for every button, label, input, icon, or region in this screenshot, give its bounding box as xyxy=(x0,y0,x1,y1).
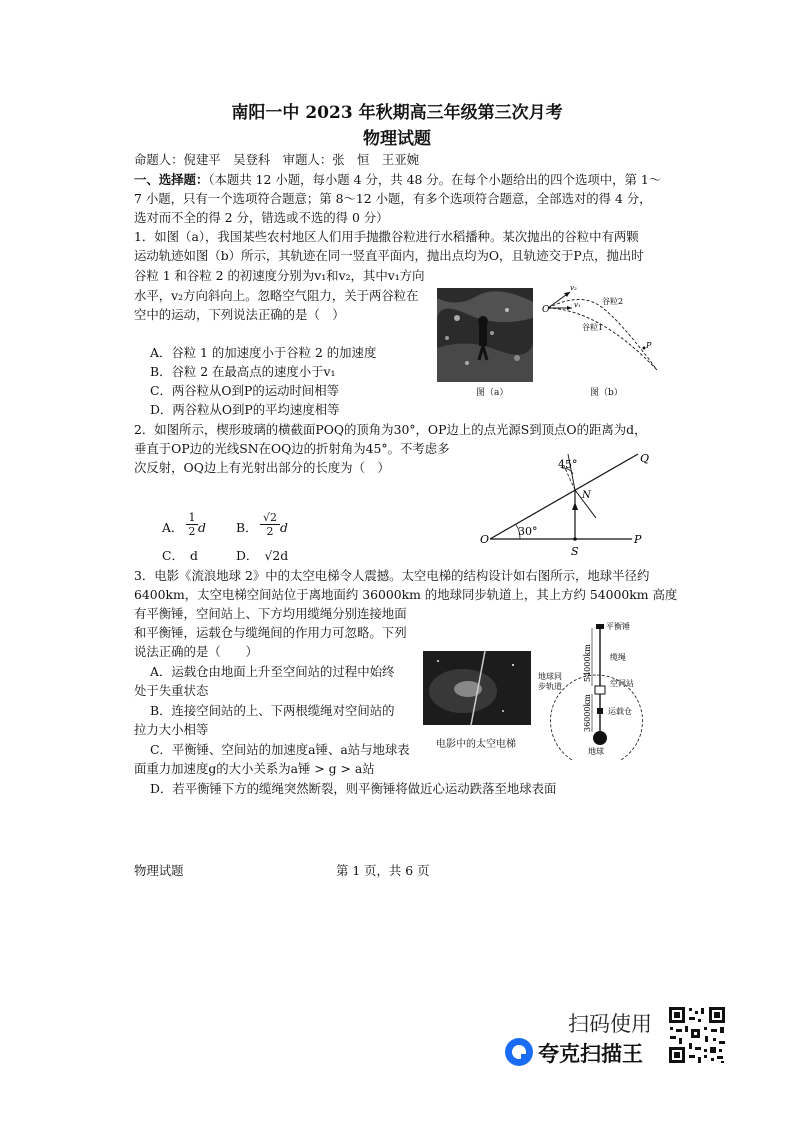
q3-option-d: D．若平衡锤下方的缆绳突然断裂，则平衡锤将做近心运动跌落至地球表面 xyxy=(150,781,557,796)
q1-figure-a-caption: 图（a） xyxy=(476,388,509,398)
label-station: 空间站 xyxy=(610,679,634,688)
point-s-marker xyxy=(573,537,577,541)
section-intro-text: （本题共 12 小题，每小题 4 分，共 48 分。在每个小题给出的四个选项中，第 1～ xyxy=(208,172,662,187)
q3-option-c-line-2: 面重力加速度g的大小关系为a锤 > g > a站 xyxy=(134,761,375,776)
label-n: N xyxy=(582,490,591,501)
label-30-deg: 30° xyxy=(518,525,538,538)
label-counterweight: 平衡锤 xyxy=(606,622,630,631)
label-45-deg: 45° xyxy=(558,458,578,471)
section-intro-line-1 xyxy=(134,170,661,189)
ray-sn-arrowhead xyxy=(572,502,578,510)
quark-brand-name: 夸克扫描王 xyxy=(538,1042,643,1066)
footer-page-number: 第 1 页，共 6 页 xyxy=(336,863,430,878)
q3-movie-photo xyxy=(423,651,531,725)
q1-option-c: C．两谷粒从O到P的运动时间相等 xyxy=(150,383,340,398)
q1-option-d: D．两谷粒从O到P的平均速度相等 xyxy=(150,402,340,417)
label-earth: 地球 xyxy=(588,747,604,756)
earth-disc xyxy=(593,731,607,745)
q1-line-2: 运动轨迹如图（b）所示，其轨迹在同一竖直平面内，抛出点均为O，且轨迹交于P点，抛出时 xyxy=(134,248,644,263)
q1-option-b: B．谷粒 2 在最高点的速度小于v₁ xyxy=(150,364,336,379)
label-p: P xyxy=(634,533,642,546)
q2-option-b-label: B． xyxy=(236,520,258,535)
q3-space-elevator-diagram xyxy=(536,620,666,760)
label-s: S xyxy=(571,545,579,558)
q3-line-5: 说法正确的是（ ） xyxy=(134,644,258,659)
label-q: Q xyxy=(640,452,650,465)
quark-logo-icon xyxy=(505,1038,533,1066)
label-carrier: 运载仓 xyxy=(608,707,632,716)
q3-line-4: 和平衡锤，运载仓与缆绳间的作用力可忽略。下列 xyxy=(134,625,407,640)
scan-watermark-text: 扫码使用 xyxy=(568,1012,652,1036)
label-orbit-line-1: 地球同 xyxy=(538,672,562,681)
q2-line-1: 2．如图所示，楔形玻璃的横截面POQ的顶角为30°，OP边上的点光源S到顶点O的距离为d， xyxy=(134,422,647,437)
q1-line-5: 空中的运动，下列说法正确的是（ ） xyxy=(134,307,345,322)
exam-title: 南阳一中 2023 年秋期高三年级第三次月考 xyxy=(231,103,563,123)
fraction-denominator: 2 xyxy=(260,524,280,538)
q3-option-a-line-2: 处于失重状态 xyxy=(134,683,209,698)
qr-code-icon[interactable] xyxy=(667,1005,727,1065)
label-v1: v₁ xyxy=(574,301,581,309)
label-grain-1: 谷粒1 xyxy=(582,323,604,332)
q3-option-b-line-2: 拉力大小相等 xyxy=(134,722,209,737)
sowing-photo-illustration xyxy=(437,288,533,382)
fraction-denominator: 2 xyxy=(186,524,198,538)
q3-photo-caption: 电影中的太空电梯 xyxy=(436,739,516,750)
q2-option-d: D． √2d xyxy=(236,548,289,563)
q1-figure-b-caption: 图（b） xyxy=(590,388,623,398)
q2-option-a-var: d xyxy=(198,520,206,535)
q3-option-c-line-1: C．平衡锤、空间站的加速度a锤、a站与地球表 xyxy=(150,742,410,757)
label-orbit-line-2: 步轨道 xyxy=(538,682,562,691)
authors-line: 命题人：倪建平 吴登科 审题人：张 恒 王亚婉 xyxy=(134,152,419,167)
fraction-numerator: 1 xyxy=(188,511,196,524)
label-54000km: 54000km xyxy=(583,644,592,682)
q1-line-4: 水平，v₂方向斜向上。忽略空气阻力，关于两谷粒在 xyxy=(134,288,419,303)
q1-line-1: 1．如图（a），我国某些农村地区人们用手抛撒谷粒进行水稻播种。某次抛出的谷粒中有两颗 xyxy=(134,229,639,244)
q1-figure-a-photo xyxy=(437,288,533,382)
label-36000km: 36000km xyxy=(583,694,592,732)
section-intro-line-2: 7 小题，只有一个选项符合题意；第 8～12 小题，有多个选项符合题意，全部选对的得 4 分， xyxy=(134,191,652,206)
fraction-numerator: √2 xyxy=(262,511,277,524)
space-station-box xyxy=(595,686,605,694)
q3-line-3: 有平衡锤，空间站上、下方均用缆绳分别连接地面 xyxy=(134,606,407,621)
label-p: P xyxy=(646,341,652,350)
label-o: O xyxy=(542,305,550,315)
counterweight-box xyxy=(596,624,604,629)
q2-option-b-var: d xyxy=(280,520,288,535)
q2-wedge-diagram xyxy=(476,440,666,560)
carrier-box xyxy=(597,708,603,714)
v1-arrowhead xyxy=(567,306,572,310)
q3-line-2: 6400km，太空电梯空间站位于离地面约 36000km 的地球同步轨道上，其上方约 54000km 高度 xyxy=(134,587,678,602)
exam-subtitle: 物理试题 xyxy=(363,129,431,149)
grain-1-trajectory xyxy=(548,308,657,370)
q2-option-b-fraction xyxy=(260,511,280,538)
q2-option-c: C． d xyxy=(162,548,198,563)
q2-option-a-label: A． xyxy=(162,520,184,535)
q3-option-b-line-1: B．连接空间站的上、下两根缆绳对空间站的 xyxy=(150,703,395,718)
label-cable: 缆绳 xyxy=(610,653,626,662)
q1-figure-b-diagram xyxy=(540,278,665,396)
space-elevator-photo-illustration xyxy=(423,651,531,725)
q1-option-a: A．谷粒 1 的加速度小于谷粒 2 的加速度 xyxy=(150,345,377,360)
q2-line-2: 垂直于OP边的光线SN在OQ边的折射角为45°。不考虑多 xyxy=(134,441,450,456)
label-v2: v₂ xyxy=(570,284,577,292)
footer-subject: 物理试题 xyxy=(134,863,184,878)
label-grain-2: 谷粒2 xyxy=(602,297,624,306)
q2-option-a-fraction xyxy=(186,511,198,538)
section-intro-line-3: 选对而不全的得 2 分，错选或不选的得 0 分） xyxy=(134,210,389,225)
section-heading: 一、选择题： xyxy=(134,172,209,187)
label-o: O xyxy=(480,533,490,546)
q3-line-1: 3．电影《流浪地球 2》中的太空电梯令人震撼。太空电梯的结构设计如右图所示，地球半径约 xyxy=(134,568,650,583)
q2-line-3: 次反射，OQ边上有光射出部分的长度为（ ） xyxy=(134,460,390,475)
q1-line-3: 谷粒 1 和谷粒 2 的初速度分别为v₁和v₂，其中v₁方向 xyxy=(134,268,425,283)
q3-option-a-line-1: A．运载仓由地面上升至空间站的过程中始终 xyxy=(150,664,395,679)
